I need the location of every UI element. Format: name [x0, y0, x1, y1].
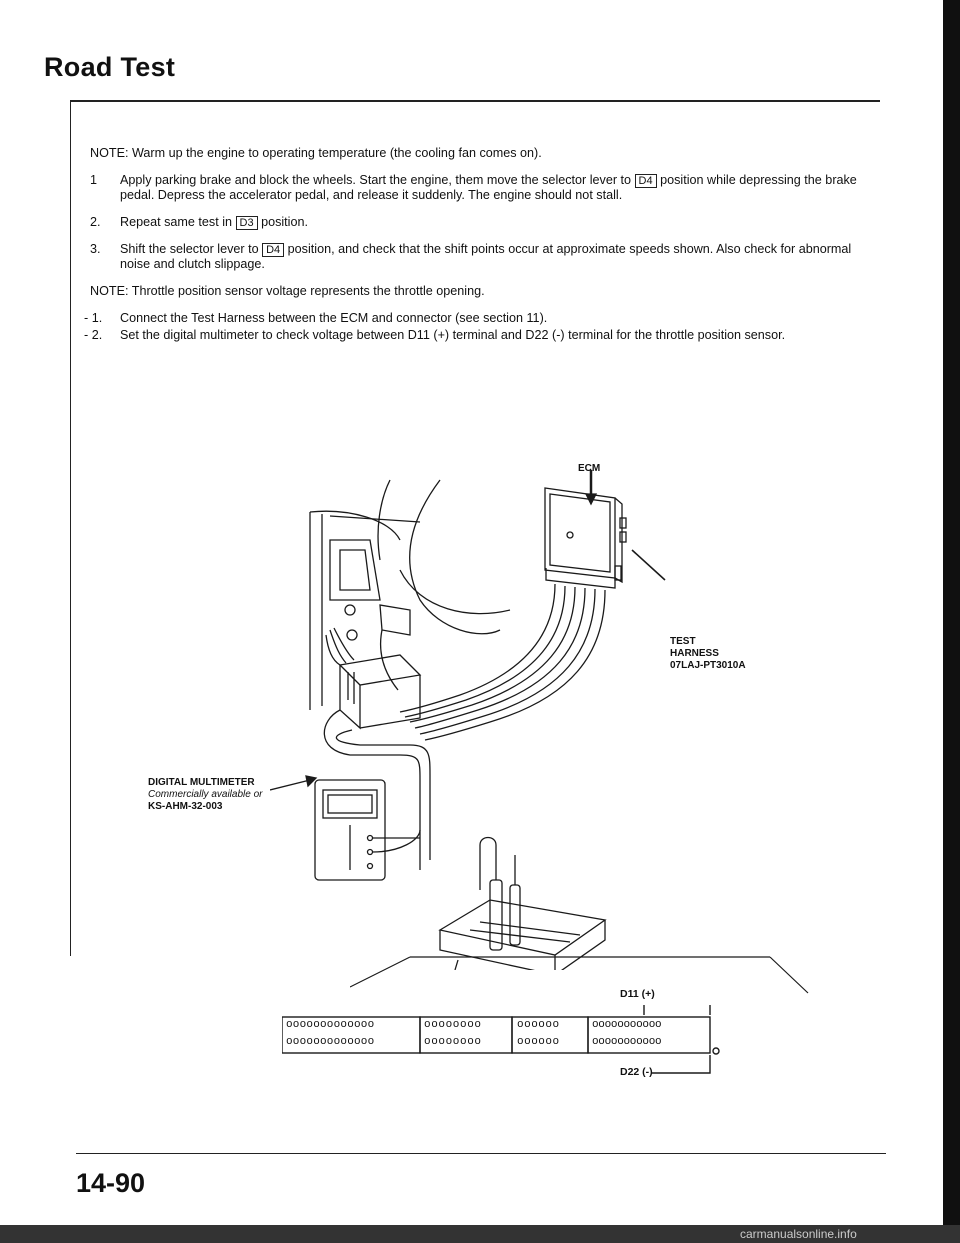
step-number: 1 [90, 173, 98, 187]
page-number: 14-90 [76, 1168, 146, 1198]
step-text: Apply parking brake and block the wheels. Start the engine, them move the selector lever to [120, 173, 635, 187]
substep-number: - 2. [84, 328, 103, 342]
substep-number: - 1. [84, 311, 103, 325]
pin-row-bottom: oooooo [517, 1036, 560, 1048]
step-3 [90, 242, 860, 272]
ecm-connector-d-pinout [282, 988, 722, 1090]
pin-row-bottom: oooooooo [424, 1036, 482, 1048]
step-number: 3. [90, 242, 101, 256]
test-harness-illustration [270, 460, 770, 970]
instructions [84, 146, 860, 345]
pin-row-top: oooooooo [424, 1019, 482, 1031]
multimeter-pointer [270, 780, 310, 790]
step-1 [90, 173, 860, 203]
ecm-label: ECM [578, 463, 601, 474]
step-text: Shift the selector lever to [120, 242, 263, 256]
pin-row-top: ooooooooooooo [286, 1019, 375, 1031]
multimeter-label-line2: Commercially available or [148, 789, 263, 800]
substep-1 [84, 311, 860, 326]
watermark: carmanualsonline.info [740, 1227, 857, 1241]
substep-text: Set the digital multimeter to check voltage between D11 (+) terminal and D22 (-) terminal for the throttle position sensor. [120, 328, 786, 342]
harness-part-number: 07LAJ-PT3010A [670, 660, 746, 671]
pin-block-1 [286, 1017, 374, 1051]
selector-d3-symbol: D3 [236, 216, 258, 230]
note-throttle: NOTE: Throttle position sensor voltage represents the throttle opening. [90, 284, 485, 298]
pin-row-top: oooooo [517, 1019, 560, 1031]
pin-row-bottom: ooooooooooooo [286, 1036, 375, 1048]
multimeter-part-number: KS-AHM-32-003 [148, 801, 223, 812]
harness-cables [400, 584, 605, 740]
step-text: position, and check that the shift points occur at approximate speeds shown. Also check for abnormal noise and clutch slippage. [120, 242, 852, 271]
harness-label-line2: HARNESS [670, 648, 719, 659]
pin-row-bottom: ooooooooooo [592, 1036, 662, 1048]
pin-row-top: ooooooooooo [592, 1019, 662, 1031]
step-2 [90, 215, 860, 230]
substep-2 [84, 328, 860, 343]
harness-label-line1: TEST [670, 636, 696, 647]
pin-block-2 [424, 1017, 482, 1051]
multimeter-label-line1: DIGITAL MULTIMETER [148, 777, 255, 788]
step-text: position while depressing the brake pedal. Depress the accelerator pedal, and release it suddenly. The engine should not stall. [120, 173, 857, 202]
page-edge-bar [943, 0, 960, 1243]
selector-d4-symbol: D4 [635, 174, 657, 188]
note-warm-up: NOTE: Warm up the engine to operating temperature (the cooling fan comes on). [90, 146, 542, 160]
pin-block-3 [517, 1017, 560, 1051]
terminal-d11-label: D11 (+) [620, 988, 655, 1000]
footer-rule [76, 1153, 886, 1154]
step-number: 2. [90, 215, 101, 229]
harness-pointer [632, 550, 665, 580]
step-text: Repeat same test in [120, 215, 236, 229]
vehicle-connector [326, 628, 420, 728]
connector-perspective-lines [350, 955, 810, 995]
substep-text: Connect the Test Harness between the ECM and connector (see section 11). [120, 311, 548, 325]
step-text: position. [257, 215, 308, 229]
page-title: Road Test [44, 52, 176, 82]
digital-multimeter [315, 780, 420, 880]
selector-d4-symbol: D4 [262, 243, 284, 257]
pin-block-4 [592, 1017, 661, 1051]
terminal-d22-label: D22 (-) [620, 1066, 653, 1078]
ecm-unit [545, 488, 626, 588]
